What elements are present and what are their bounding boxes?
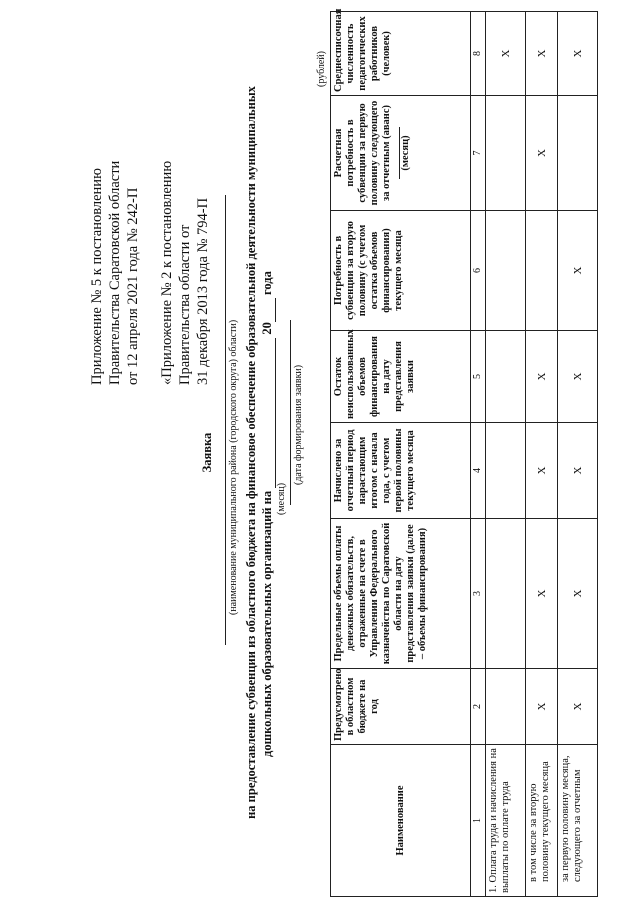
subtitle-line-2 (260, 271, 276, 757)
appendix-line: «Приложение № 2 к постановлению (159, 160, 175, 385)
municipality-blank-line (225, 195, 226, 645)
appendix-header (88, 161, 212, 385)
row-name: за первую половину месяца, следующего за отчетным (558, 745, 598, 897)
table-cell: X (526, 96, 558, 211)
month-blank (260, 338, 276, 488)
year-blank (260, 298, 276, 322)
subtitle-line-1: на предоставление субвенции из областного бюджета на финансовое обеспечение образовательной деятельности муниципальных (244, 86, 258, 819)
col-header-remainder: Остаток неиспользованных объемов финансирования на дату представления заявки (331, 331, 471, 423)
column-number: 7 (471, 96, 486, 211)
row-name: 1. Оплата труда и начисления на выплаты по оплате труда (486, 745, 526, 897)
column-number: 3 (471, 519, 486, 669)
appendix-line: от 12 апреля 2021 года № 242-П (125, 187, 141, 385)
col-header-staff: Среднесписочная численность педагогических работников (человек) (331, 12, 471, 96)
col-header-need-second-half: Потребность в субвенции за вторую половину (с учетом остатка объемов финансирования) текущего месяца (331, 211, 471, 331)
row-name: в том числе за вторую половину текущего месяца (526, 745, 558, 897)
year-suffix: года (260, 271, 274, 295)
appendix-line: Правительства области от (177, 224, 193, 385)
table-cell: X (526, 331, 558, 423)
column-number: 1 (471, 745, 486, 897)
table-cell (486, 211, 526, 331)
table-cell (558, 96, 598, 211)
table-cell (526, 211, 558, 331)
table-cell (486, 96, 526, 211)
table-cell: X (526, 12, 558, 96)
table-row (558, 12, 598, 897)
subvention-table (330, 8, 598, 897)
table-cell (486, 669, 526, 745)
column-number: 5 (471, 331, 486, 423)
appendix-line: Приложение № 5 к постановлению (89, 168, 105, 385)
appendix-line: Правительства Саратовской области (107, 160, 123, 385)
col-header-limits: Предельные объемы оплаты денежных обязательств, отраженные на счете в Управлении Федерального казначейства по Саратовской области на дату представления заявки (далее – объемы финансирования) (331, 519, 471, 669)
column-number-row (471, 12, 486, 897)
table-cell: X (558, 519, 598, 669)
col-header-name: Наименование (331, 745, 471, 897)
table-cell: X (558, 669, 598, 745)
table-row (526, 12, 558, 897)
advance-month-hint: (месяц) (399, 127, 412, 178)
table-row (486, 12, 526, 897)
date-blank-line (290, 320, 291, 505)
table-cell: X (558, 331, 598, 423)
column-number: 4 (471, 423, 486, 519)
col-header-budget: Предусмотрено в областном бюджете на год (331, 669, 471, 745)
table-cell: X (558, 12, 598, 96)
date-hint: (дата формирования заявки) (293, 364, 304, 485)
col-header-advance (331, 96, 471, 211)
month-hint: (месяц) (276, 482, 287, 515)
table-cell (486, 519, 526, 669)
table-cell: X (558, 211, 598, 331)
column-number: 6 (471, 211, 486, 331)
header-row (331, 12, 471, 897)
table-cell: X (526, 423, 558, 519)
subtitle-prefix: дошкольных образовательных организаций на (260, 490, 274, 757)
table-cell: X (558, 423, 598, 519)
advance-header-text: Расчетная потребность в субвенции за первую половину следующего за отчетным (аванс) (333, 100, 392, 206)
year-number: 20 (260, 322, 274, 335)
column-number: 8 (471, 12, 486, 96)
unit-label: (рублей) (316, 50, 327, 87)
table-cell: X (526, 669, 558, 745)
municipality-hint: (наименование муниципального района (городского округа) области) (228, 319, 239, 615)
table-cell (486, 423, 526, 519)
column-number: 2 (471, 669, 486, 745)
table-cell: X (486, 12, 526, 96)
appendix-line: 31 декабря 2013 года № 794-П (195, 197, 211, 385)
document-title: Заявка (200, 432, 214, 473)
table-cell (486, 331, 526, 423)
col-header-accrued: Начислено за отчетный период нарастающим итогом с начала года, с учетом первой половины текущего месяца (331, 423, 471, 519)
table-cell: X (526, 519, 558, 669)
